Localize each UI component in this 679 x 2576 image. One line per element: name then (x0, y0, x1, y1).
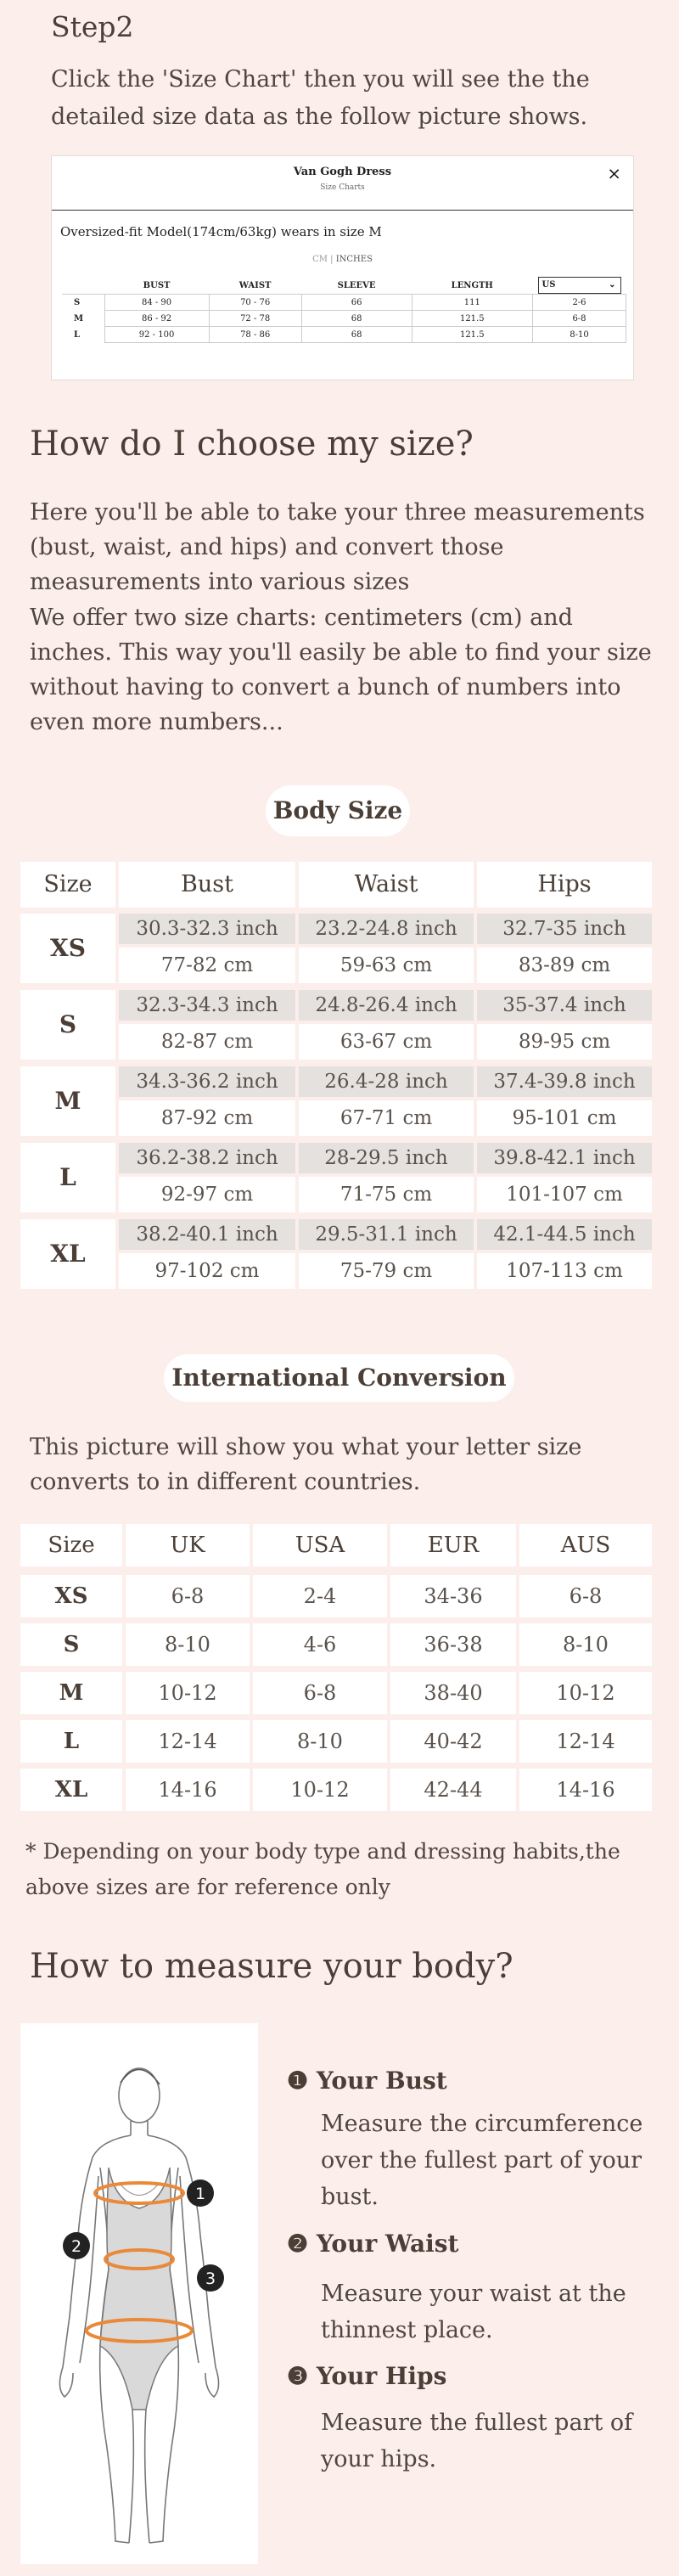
size-label: S (20, 990, 115, 1060)
conversion-cell: 8-10 (519, 1623, 652, 1666)
inch-cell: 36.2-38.2 inch (119, 1143, 295, 1173)
region-select-value: US (542, 280, 556, 290)
conversion-cell: 4-6 (253, 1623, 387, 1666)
measure-item-waist (287, 2230, 458, 2258)
bust-cell: 84 - 90 (104, 295, 209, 311)
region-cell: 6-8 (533, 311, 626, 327)
intl-conversion-para: This picture will show you what your letter size converts to in different countries. (30, 1434, 582, 1495)
cm-cell: 75-79 cm (299, 1253, 474, 1289)
conversion-cell: 6-8 (253, 1672, 387, 1714)
inch-cell: 30.3-32.3 inch (119, 914, 295, 944)
conversion-cell: 38-40 (390, 1672, 516, 1714)
measure-item-bust (287, 2067, 447, 2095)
svg-text:3: 3 (205, 2269, 216, 2288)
chevron-down-icon: ⌄ (609, 280, 616, 290)
region-select[interactable] (538, 277, 621, 294)
column-header: BUST (104, 277, 209, 295)
column-header: UK (126, 1524, 250, 1566)
cm-cell: 63-67 cm (299, 1024, 474, 1060)
size-cell: M (74, 313, 84, 323)
inch-cell: 28-29.5 inch (299, 1143, 474, 1173)
conversion-cell: 10-12 (519, 1672, 652, 1714)
conversion-cell: 10-12 (126, 1672, 250, 1714)
cm-cell: 59-63 cm (299, 948, 474, 983)
sleeve-cell: 66 (301, 295, 412, 311)
bust-cell: 92 - 100 (104, 327, 209, 343)
inch-cell: 26.4-28 inch (299, 1066, 474, 1097)
svg-text:2: 2 (70, 2237, 82, 2256)
cm-cell: 82-87 cm (119, 1024, 295, 1060)
region-cell: 8-10 (533, 327, 626, 343)
inch-cell: 29.5-31.1 inch (299, 1219, 474, 1250)
conversion-cell: 10-12 (253, 1769, 387, 1811)
conversion-cell: 34-36 (390, 1575, 516, 1617)
inch-cell: 32.3-34.3 inch (119, 990, 295, 1021)
waist-cell: 70 - 76 (209, 295, 301, 311)
conversion-cell: 8-10 (126, 1623, 250, 1666)
inch-cell: 24.8-26.4 inch (299, 990, 474, 1021)
measure-item-title: Your Waist (316, 2230, 459, 2258)
figure-marker-2 (63, 2232, 90, 2259)
size-label: M (20, 1066, 115, 1136)
body-outline-illustration (20, 2023, 258, 2564)
figure-marker-3 (197, 2264, 224, 2292)
preview-size-table (62, 277, 626, 343)
cm-cell: 92-97 cm (119, 1177, 295, 1212)
length-cell: 121.5 (412, 311, 532, 327)
svg-text:1: 1 (194, 2185, 206, 2203)
waist-cell: 72 - 78 (209, 311, 301, 327)
table-row (62, 311, 626, 327)
size-label: XL (20, 1769, 122, 1811)
size-chart-subtitle: Size Charts (320, 183, 365, 192)
column-header: Hips (477, 862, 652, 908)
conversion-cell: 14-16 (519, 1769, 652, 1811)
sleeve-cell: 68 (301, 311, 412, 327)
measure-item-text: Measure the fullest part of your hips. (321, 2410, 633, 2472)
body-figure (20, 2023, 258, 2564)
inch-cell: 34.3-36.2 inch (119, 1066, 295, 1097)
inch-cell: 37.4-39.8 inch (477, 1066, 652, 1097)
conversion-cell: 42-44 (390, 1769, 516, 1811)
unit-inches-toggle[interactable]: INCHES (335, 255, 373, 264)
choose-size-para1: Here you'll be able to take your three measurements (bust, waist, and hips) and convert those measurements into various sizes (30, 499, 645, 595)
inch-cell: 32.7-35 inch (477, 914, 652, 944)
unit-separator: | (330, 255, 334, 264)
conversion-cell: 6-8 (126, 1575, 250, 1617)
conversion-cell: 2-4 (253, 1575, 387, 1617)
conversion-cell: 8-10 (253, 1720, 387, 1763)
cm-cell: 107-113 cm (477, 1253, 652, 1289)
choose-size-para2: We offer two size charts: centimeters (cm) and inches. This way you'll easily be able to find your size without having to convert a bunch of numbers into even more numbers... (30, 605, 652, 735)
reference-note: * Depending on your body type and dressing habits,the above sizes are for reference only (25, 1839, 620, 1899)
inch-cell: 39.8-42.1 inch (477, 1143, 652, 1173)
inch-cell: 35-37.4 inch (477, 990, 652, 1021)
conversion-cell: 12-14 (126, 1720, 250, 1763)
cm-cell: 89-95 cm (477, 1024, 652, 1060)
divider (52, 210, 633, 211)
conversion-cell: 6-8 (519, 1575, 652, 1617)
column-header: WAIST (209, 277, 301, 295)
figure-marker-1 (187, 2179, 214, 2207)
number-badge: ❶ (287, 2067, 309, 2095)
measure-item-title: Your Hips (316, 2362, 447, 2390)
region-cell: 2-6 (533, 295, 626, 311)
cm-cell: 71-75 cm (299, 1177, 474, 1212)
size-label: L (20, 1143, 115, 1212)
number-badge: ❸ (287, 2362, 309, 2390)
close-icon[interactable]: × (607, 163, 621, 183)
inch-cell: 38.2-40.1 inch (119, 1219, 295, 1250)
conversion-cell: 36-38 (390, 1623, 516, 1666)
inch-cell: 42.1-44.5 inch (477, 1219, 652, 1250)
number-badge: ❷ (287, 2230, 309, 2258)
conversion-cell: 12-14 (519, 1720, 652, 1763)
column-header: Waist (299, 862, 474, 908)
measure-item-hips (287, 2362, 446, 2390)
step-title: Step2 (51, 10, 134, 43)
table-row (62, 295, 626, 311)
measure-item-text: Measure the circumference over the fullest part of your bust. (321, 2111, 643, 2210)
size-label: L (20, 1720, 122, 1763)
column-header: USA (253, 1524, 387, 1566)
column-header: EUR (390, 1524, 516, 1566)
size-cell: L (74, 329, 81, 340)
column-header: Size (20, 1524, 122, 1566)
conversion-cell: 14-16 (126, 1769, 250, 1811)
size-label: S (20, 1623, 122, 1666)
waist-cell: 78 - 86 (209, 327, 301, 343)
cm-cell: 67-71 cm (299, 1100, 474, 1136)
bust-cell: 86 - 92 (104, 311, 209, 327)
sleeve-cell: 68 (301, 327, 412, 343)
choose-size-heading: How do I choose my size? (30, 425, 474, 464)
column-header: Bust (119, 862, 295, 908)
product-title: Van Gogh Dress (293, 166, 392, 178)
cm-cell: 83-89 cm (477, 948, 652, 983)
cm-cell: 95-101 cm (477, 1100, 652, 1136)
body-size-title: Body Size (266, 785, 410, 836)
length-cell: 111 (412, 295, 532, 311)
table-row (62, 327, 626, 343)
size-chart-preview (51, 155, 634, 380)
length-cell: 121.5 (412, 327, 532, 343)
unit-toggle (52, 255, 633, 264)
column-header: AUS (519, 1524, 652, 1566)
size-label: XS (20, 1575, 122, 1617)
size-label: XS (20, 914, 115, 983)
cm-cell: 97-102 cm (119, 1253, 295, 1289)
measure-item-title: Your Bust (316, 2067, 447, 2095)
cm-cell: 101-107 cm (477, 1177, 652, 1212)
cm-cell: 87-92 cm (119, 1100, 295, 1136)
measure-heading: How to measure your body? (30, 1947, 513, 1986)
cm-cell: 77-82 cm (119, 948, 295, 983)
step-text: Click the 'Size Chart' then you will see the the detailed size data as the follow picture shows. (51, 66, 590, 130)
inch-cell: 23.2-24.8 inch (299, 914, 474, 944)
column-header: LENGTH (412, 277, 532, 295)
size-label: M (20, 1672, 122, 1714)
table-header-row (62, 277, 626, 295)
size-label: XL (20, 1219, 115, 1289)
column-header: Size (20, 862, 115, 908)
column-header: SLEEVE (301, 277, 412, 295)
intl-conversion-title: International Conversion (164, 1354, 514, 1402)
model-note: Oversized-fit Model(174cm/63kg) wears in size M (60, 224, 382, 239)
measure-item-text: Measure your waist at the thinnest place. (321, 2281, 626, 2343)
size-cell: S (74, 297, 81, 307)
conversion-cell: 40-42 (390, 1720, 516, 1763)
unit-cm-toggle[interactable]: CM (312, 255, 328, 264)
